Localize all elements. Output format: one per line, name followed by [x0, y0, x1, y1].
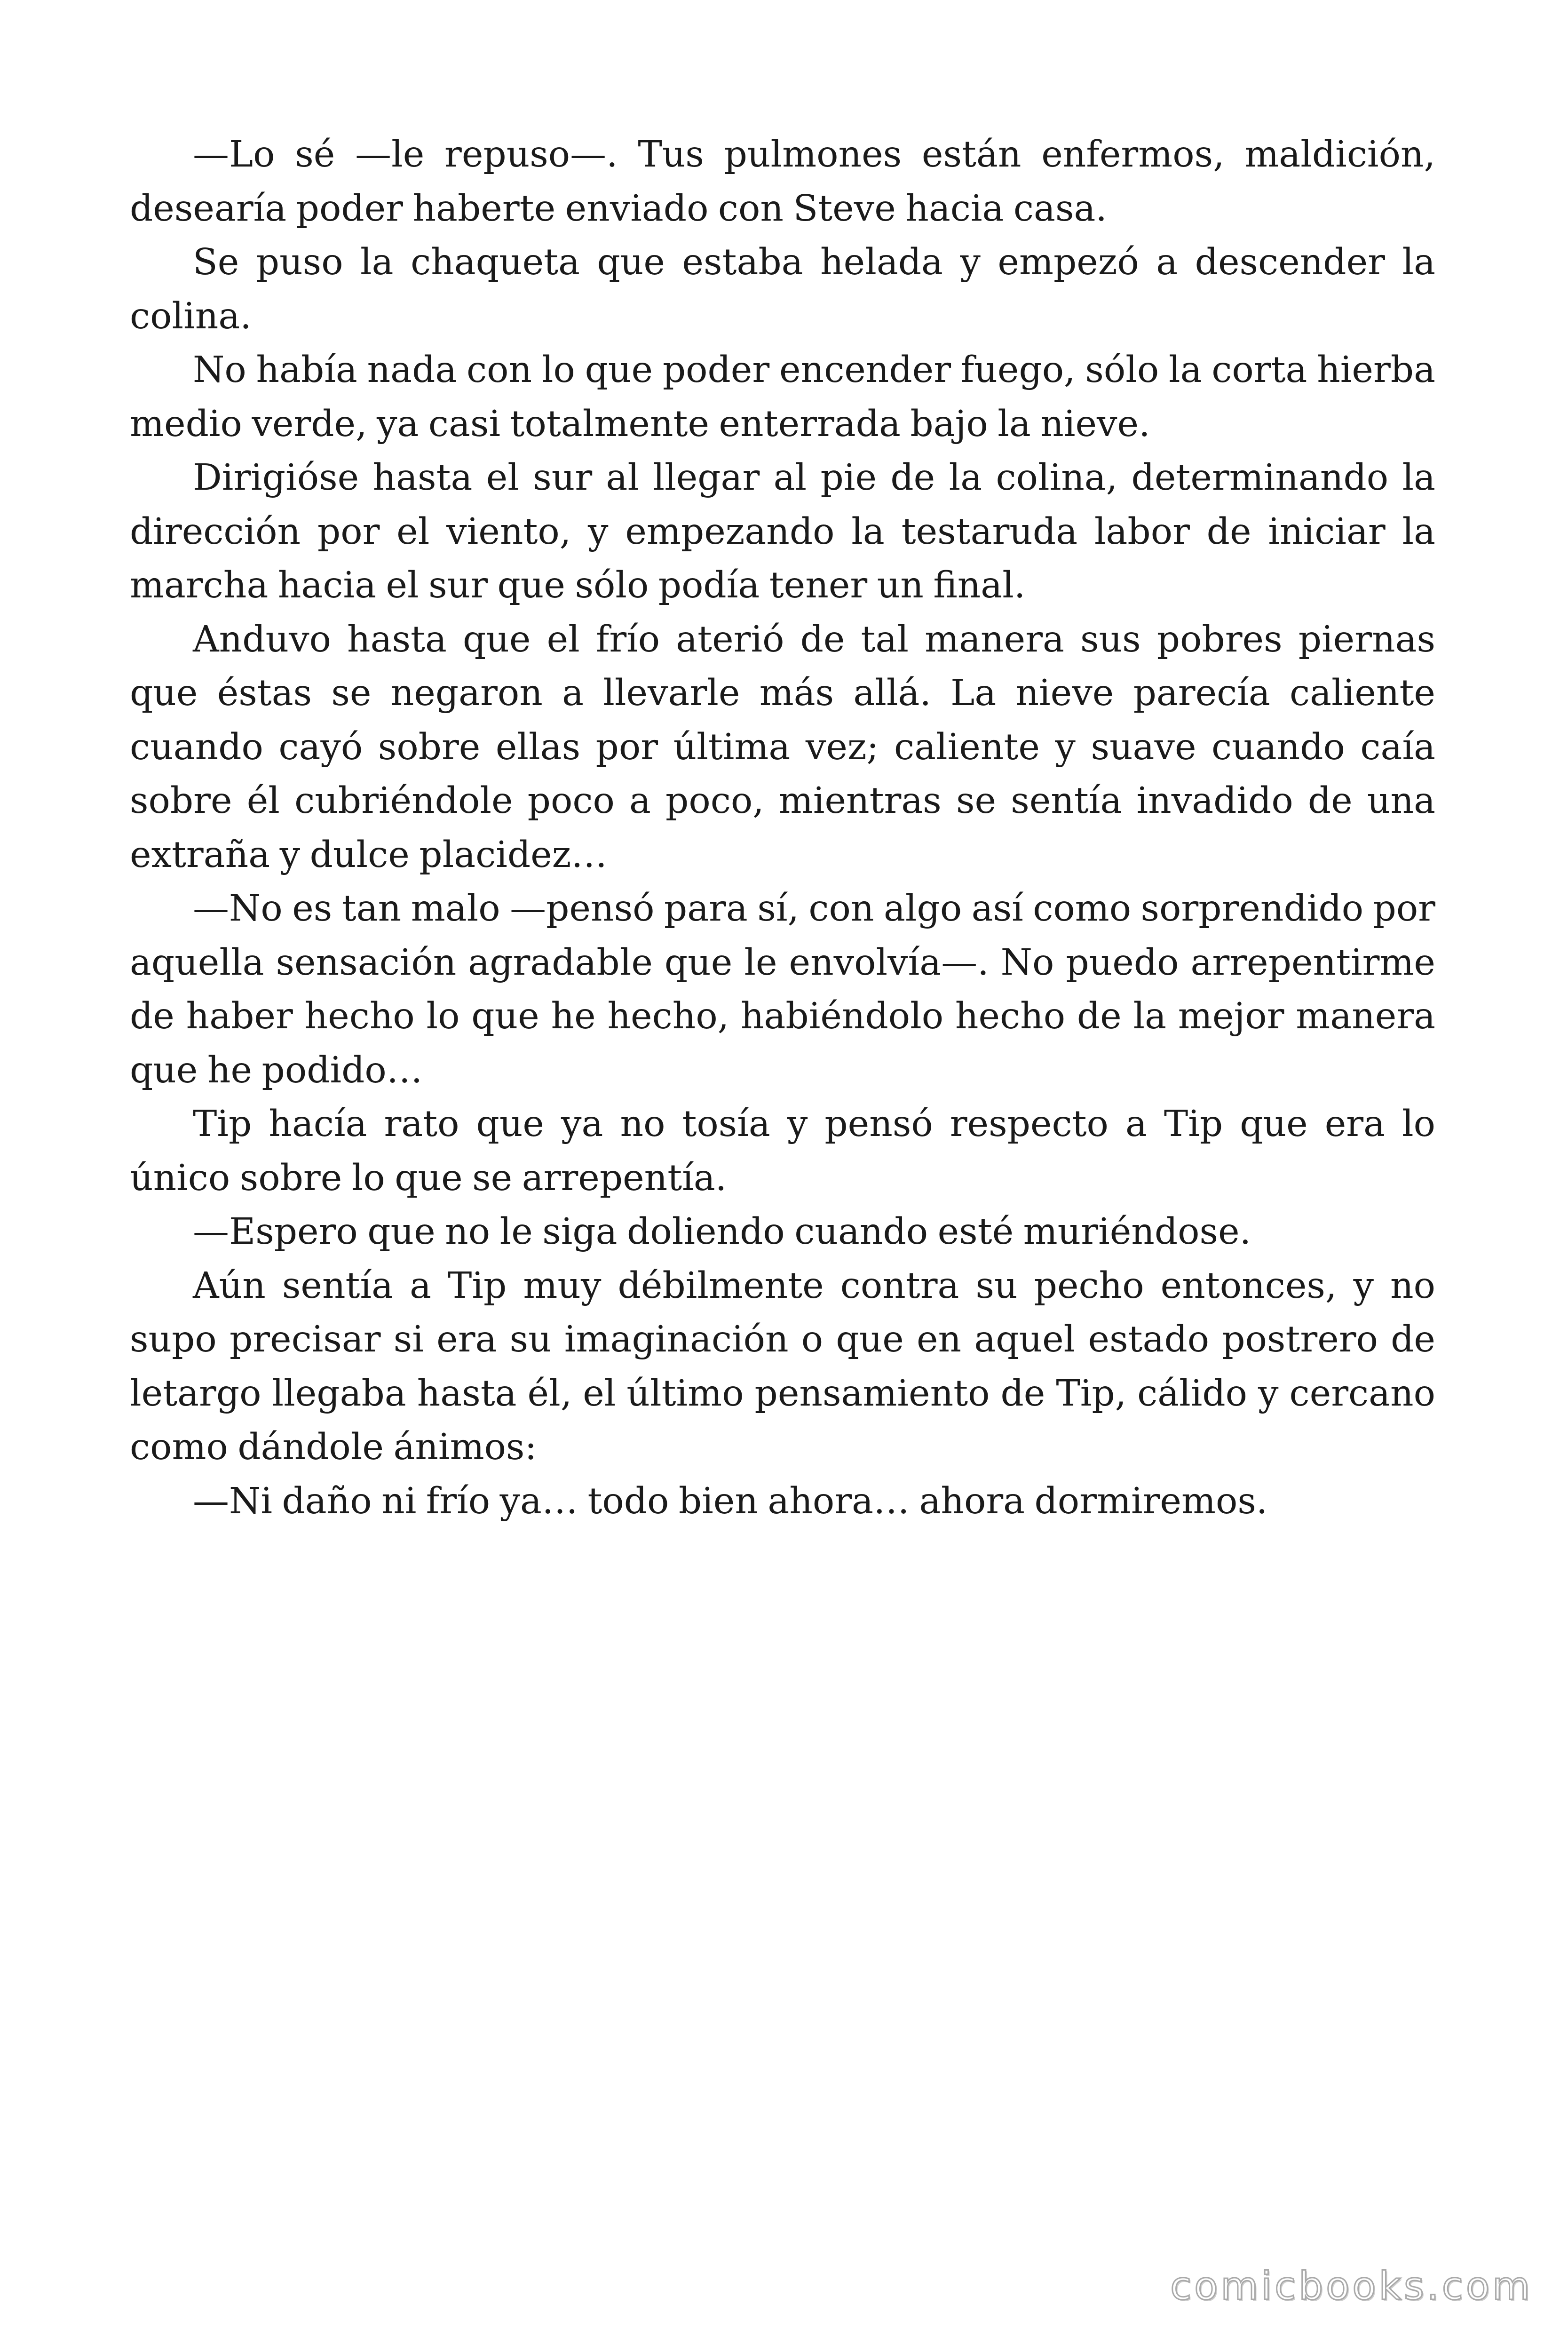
paragraph: —Ni daño ni frío ya… todo bien ahora… ahora dormiremos.: [193, 1480, 1268, 1522]
paragraph: —Lo sé —le repuso—. Tus pulmones están enfermos, maldición, desearía poder haberte enviado con Steve hacia casa.: [130, 134, 1435, 230]
paragraph: Aún sentía a Tip muy débilmente contra su pecho entonces, y no supo precisar si era su imaginación o que en aquel estado postrero de letargo llegaba hasta él, el último pensamiento de Tip, cálido y cercano como dándole ánimos:: [130, 1264, 1435, 1468]
paragraph: Dirigióse hasta el sur al llegar al pie de la colina, determinando la dirección por el viento, y empezando la testaruda labor de iniciar la marcha hacia el sur que sólo podía tener un final.: [130, 457, 1435, 606]
paragraph: Se puso la chaqueta que estaba helada y empezó a descender la colina.: [130, 241, 1435, 337]
paragraph: Tip hacía rato que ya no tosía y pensó respecto a Tip que era lo único sobre lo que se arrepentía.: [130, 1103, 1435, 1199]
watermark: comicbooks.com: [1170, 2264, 1533, 2309]
paragraph: —Espero que no le siga doliendo cuando esté muriéndose.: [193, 1211, 1251, 1253]
paragraph: Anduvo hasta que el frío aterió de tal manera sus pobres piernas que éstas se negaron a llevarle más allá. La nieve parecía caliente cuando cayó sobre ellas por última vez; caliente y suave cuando caía sobre él cubriéndole poco a poco, mientras se sentía invadido de una extraña y dulce placidez…: [130, 618, 1435, 876]
paragraph: —No es tan malo —pensó para sí, con algo así como sorprendido por aquella sensación agradable que le envolvía—. No puedo arrepentirme de haber hecho lo que he hecho, habiéndolo hecho de la mejor manera que he podido…: [130, 888, 1435, 1091]
body-text: [130, 128, 1435, 1528]
paragraph: No había nada con lo que poder encender fuego, sólo la corta hierba medio verde, ya casi totalmente enterrada bajo la nieve.: [130, 349, 1435, 445]
